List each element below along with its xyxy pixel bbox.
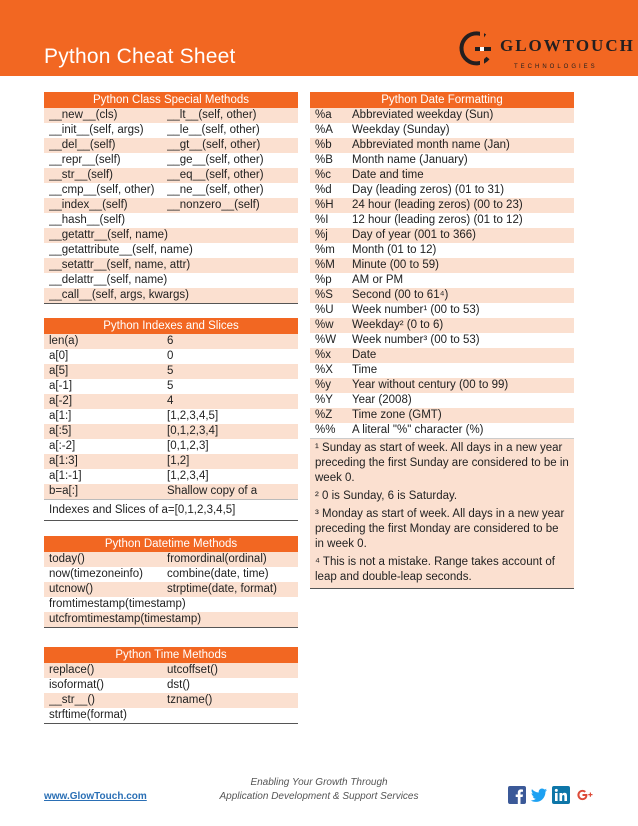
date-format-cell: %S	[315, 289, 333, 301]
date-format-row	[310, 183, 574, 198]
class-method-row	[44, 183, 298, 198]
time-method-cell: strftime(format)	[49, 709, 127, 721]
time-method-row	[44, 678, 298, 693]
date-format-row	[310, 228, 574, 243]
footnote: ⁴ This is not a mistake. Range takes account of leap and double-leap seconds.	[315, 556, 555, 583]
indexes-note: Indexes and Slices of a=[0,1,2,3,4,5]	[44, 499, 298, 521]
index-slice-cell: [1,2,3,4]	[167, 470, 209, 482]
section-divider	[44, 723, 298, 724]
date-format-cell: %A	[315, 124, 333, 136]
datetime-method-cell: utcfromtimestamp(timestamp)	[49, 613, 202, 625]
class-method-cell: __ge__(self, other)	[167, 154, 264, 166]
class-method-row	[44, 168, 298, 183]
date-format-row	[310, 258, 574, 273]
date-format-heading: Python Date Formatting	[310, 92, 574, 108]
date-format-cell: %w	[315, 319, 334, 331]
class-method-row	[44, 213, 298, 228]
time-method-cell: utcoffset()	[167, 664, 218, 676]
date-format-cell: %%	[315, 424, 336, 436]
index-slice-cell: b=a[:]	[49, 485, 79, 497]
date-format-cell: Day of year (001 to 366)	[352, 229, 477, 241]
date-format-cell: %Z	[315, 409, 333, 421]
date-format-cell: A literal "%" character (%)	[352, 424, 484, 436]
class-method-cell: __delattr__(self, name)	[49, 274, 168, 286]
date-format-cell: Minute (00 to 59)	[352, 259, 439, 271]
time-rows	[44, 663, 298, 723]
date-format-cell: %b	[315, 139, 332, 151]
time-method-cell: replace()	[49, 664, 95, 676]
class-method-row	[44, 243, 298, 258]
date-format-cell: Abbreviated month name (Jan)	[352, 139, 510, 151]
time-heading: Python Time Methods	[44, 647, 298, 663]
date-format-cell: Week number¹ (00 to 53)	[352, 304, 480, 316]
date-format-cell: AM or PM	[352, 274, 404, 286]
date-format-section	[310, 92, 574, 589]
date-format-cell: %H	[315, 199, 334, 211]
date-format-cell: %y	[315, 379, 331, 391]
class-method-cell: __cmp__(self, other)	[49, 184, 155, 196]
index-slice-cell: 4	[167, 395, 174, 407]
date-format-cell: %I	[315, 214, 329, 226]
footnote: ² 0 is Sunday, 6 is Saturday.	[315, 490, 458, 502]
date-format-footnotes	[310, 438, 574, 588]
class-method-cell: __new__(cls)	[49, 109, 118, 121]
date-format-cell: %j	[315, 229, 328, 241]
datetime-method-cell: today()	[49, 553, 85, 565]
datetime-method-row	[44, 552, 298, 567]
date-format-row	[310, 408, 574, 423]
index-slice-cell: Shallow copy of a	[167, 485, 258, 497]
indexes-heading: Python Indexes and Slices	[44, 318, 298, 334]
date-format-cell: %x	[315, 349, 331, 361]
class-method-cell: __getattribute__(self, name)	[49, 244, 193, 256]
date-format-cell: Time zone (GMT)	[352, 409, 442, 421]
date-format-row	[310, 363, 574, 378]
datetime-method-cell: strptime(date, format)	[167, 583, 277, 595]
index-slice-row	[44, 484, 298, 499]
index-slice-cell: 0	[167, 350, 174, 362]
twitter-icon[interactable]	[530, 786, 548, 804]
footnote: ³ Monday as start of week. All days in a new year preceding the first Monday are considered to be in week 0.	[315, 508, 565, 550]
date-format-cell: 12 hour (leading zeros) (01 to 12)	[352, 214, 523, 226]
class-method-row	[44, 258, 298, 273]
datetime-method-row	[44, 597, 298, 612]
date-format-row	[310, 393, 574, 408]
index-slice-row	[44, 394, 298, 409]
date-format-rows	[310, 108, 574, 438]
header-bar	[0, 0, 638, 76]
datetime-rows	[44, 552, 298, 627]
index-slice-row	[44, 364, 298, 379]
index-slice-cell: a[:5]	[49, 425, 72, 437]
index-slice-cell: a[:-2]	[49, 440, 76, 452]
index-slice-row	[44, 349, 298, 364]
date-format-cell: %c	[315, 169, 331, 181]
date-format-row	[310, 198, 574, 213]
date-format-cell: %Y	[315, 394, 333, 406]
index-slice-row	[44, 334, 298, 349]
logo-tagline: TECHNOLOGIES	[514, 64, 598, 70]
class-method-cell: __lt__(self, other)	[167, 109, 257, 121]
glowtouch-logo-mark-icon	[458, 28, 496, 70]
class-method-cell: __getattr__(self, name)	[49, 229, 168, 241]
class-method-row	[44, 273, 298, 288]
linkedin-icon[interactable]	[552, 786, 570, 804]
date-format-cell: Date and time	[352, 169, 424, 181]
index-slice-cell: [1,2]	[167, 455, 190, 467]
class-method-cell: __index__(self)	[49, 199, 128, 211]
indexes-section	[44, 318, 298, 521]
datetime-heading: Python Datetime Methods	[44, 536, 298, 552]
class-methods-section	[44, 92, 298, 304]
date-format-cell: %M	[315, 259, 335, 271]
date-format-row	[310, 303, 574, 318]
footnote: ¹ Sunday as start of week. All days in a new year preceding the first Sunday are considered to be in week 0.	[315, 442, 569, 484]
date-format-row	[310, 123, 574, 138]
page-title: Python Cheat Sheet	[44, 45, 236, 68]
website-link[interactable]: www.GlowTouch.com	[44, 791, 147, 802]
section-divider	[44, 303, 298, 304]
index-slice-row	[44, 454, 298, 469]
class-method-cell: __eq__(self, other)	[167, 169, 264, 181]
date-format-cell: Time	[352, 364, 378, 376]
date-format-cell: %U	[315, 304, 334, 316]
class-method-cell: __le__(self, other)	[167, 124, 260, 136]
class-method-cell: __init__(self, args)	[49, 124, 144, 136]
date-format-row	[310, 213, 574, 228]
index-slice-cell: [0,1,2,3]	[167, 440, 209, 452]
datetime-method-row	[44, 582, 298, 597]
date-format-cell: Week number³ (00 to 53)	[352, 334, 480, 346]
index-slice-row	[44, 439, 298, 454]
class-method-cell: __str__(self)	[49, 169, 113, 181]
footer-tagline-line1: Enabling Your Growth Through	[250, 777, 388, 788]
datetime-section	[44, 536, 298, 628]
date-format-cell: Abbreviated weekday (Sun)	[352, 109, 494, 121]
date-format-row	[310, 108, 574, 123]
class-method-cell: __del__(self)	[49, 139, 116, 151]
date-format-cell: %X	[315, 364, 333, 376]
date-format-cell: Weekday² (0 to 6)	[352, 319, 444, 331]
date-format-row	[310, 378, 574, 393]
class-method-cell: __ne__(self, other)	[167, 184, 264, 196]
date-format-row	[310, 168, 574, 183]
index-slice-cell: a[1:3]	[49, 455, 78, 467]
section-divider	[44, 627, 298, 628]
date-format-cell: Day (leading zeros) (01 to 31)	[352, 184, 505, 196]
datetime-method-row	[44, 612, 298, 627]
date-format-row	[310, 273, 574, 288]
class-method-row	[44, 198, 298, 213]
index-slice-cell: a[1:]	[49, 410, 72, 422]
class-method-row	[44, 138, 298, 153]
class-method-cell: __nonzero__(self)	[167, 199, 260, 211]
datetime-method-cell: now(timezoneinfo)	[49, 568, 143, 580]
date-format-row	[310, 318, 574, 333]
logo-wordmark: GLOWTOUCH	[500, 36, 635, 55]
time-method-cell: isoformat()	[49, 679, 104, 691]
date-format-row	[310, 138, 574, 153]
time-method-row	[44, 693, 298, 708]
index-slice-cell: a[1:-1]	[49, 470, 82, 482]
time-method-cell: tzname()	[167, 694, 213, 706]
footer-tagline	[219, 776, 419, 804]
class-method-row	[44, 288, 298, 303]
date-format-cell: Second (00 to 61⁴)	[352, 289, 449, 301]
date-format-cell: Weekday (Sunday)	[352, 124, 450, 136]
class-method-row	[44, 228, 298, 243]
date-format-cell: Month name (January)	[352, 154, 468, 166]
date-format-row	[310, 333, 574, 348]
class-method-cell: __gt__(self, other)	[167, 139, 261, 151]
class-method-row	[44, 123, 298, 138]
time-method-cell: __str__()	[49, 694, 96, 706]
indexes-rows	[44, 334, 298, 499]
google-plus-icon[interactable]	[576, 786, 594, 804]
index-slice-row	[44, 424, 298, 439]
index-slice-cell: len(a)	[49, 335, 79, 347]
date-format-row	[310, 153, 574, 168]
class-method-cell: __repr__(self)	[49, 154, 121, 166]
class-methods-heading: Python Class Special Methods	[44, 92, 298, 108]
date-format-cell: 24 hour (leading zeros) (00 to 23)	[352, 199, 523, 211]
index-slice-cell: a[0]	[49, 350, 69, 362]
date-format-row	[310, 423, 574, 438]
date-format-row	[310, 243, 574, 258]
date-format-cell: %m	[315, 244, 335, 256]
datetime-method-cell: combine(date, time)	[167, 568, 269, 580]
datetime-method-row	[44, 567, 298, 582]
date-format-cell: %d	[315, 184, 332, 196]
class-method-cell: __setattr__(self, name, attr)	[49, 259, 191, 271]
time-section	[44, 647, 298, 724]
footer-tagline-line2: Application Development & Support Services	[219, 791, 419, 802]
glowtouch-logo	[458, 26, 635, 74]
class-method-row	[44, 108, 298, 123]
date-format-cell: Year without century (00 to 99)	[352, 379, 509, 391]
index-slice-cell: 6	[167, 335, 174, 347]
date-format-cell: %a	[315, 109, 332, 121]
date-format-cell: Date	[352, 349, 377, 361]
index-slice-cell: 5	[167, 380, 174, 392]
index-slice-row	[44, 469, 298, 484]
date-format-row	[310, 348, 574, 363]
time-method-cell: dst()	[167, 679, 190, 691]
time-method-row	[44, 708, 298, 723]
datetime-method-cell: fromtimestamp(timestamp)	[49, 598, 186, 610]
index-slice-cell: [1,2,3,4,5]	[167, 410, 219, 422]
facebook-icon[interactable]	[508, 786, 526, 804]
index-slice-cell: [0,1,2,3,4]	[167, 425, 219, 437]
index-slice-cell: a[5]	[49, 365, 69, 377]
time-method-row	[44, 663, 298, 678]
section-divider	[310, 588, 574, 589]
class-method-cell: __hash__(self)	[49, 214, 126, 226]
datetime-method-cell: utcnow()	[49, 583, 94, 595]
class-method-cell: __call__(self, args, kwargs)	[49, 289, 189, 301]
datetime-method-cell: fromordinal(ordinal)	[167, 553, 267, 565]
date-format-cell: %W	[315, 334, 337, 346]
index-slice-cell: 5	[167, 365, 174, 377]
date-format-cell: %p	[315, 274, 332, 286]
date-format-cell: Year (2008)	[352, 394, 412, 406]
date-format-row	[310, 288, 574, 303]
index-slice-cell: a[-1]	[49, 380, 73, 392]
index-slice-row	[44, 379, 298, 394]
index-slice-row	[44, 409, 298, 424]
date-format-cell: %B	[315, 154, 333, 166]
class-method-row	[44, 153, 298, 168]
class-methods-rows	[44, 108, 298, 303]
index-slice-cell: a[-2]	[49, 395, 73, 407]
date-format-cell: Month (01 to 12)	[352, 244, 437, 256]
